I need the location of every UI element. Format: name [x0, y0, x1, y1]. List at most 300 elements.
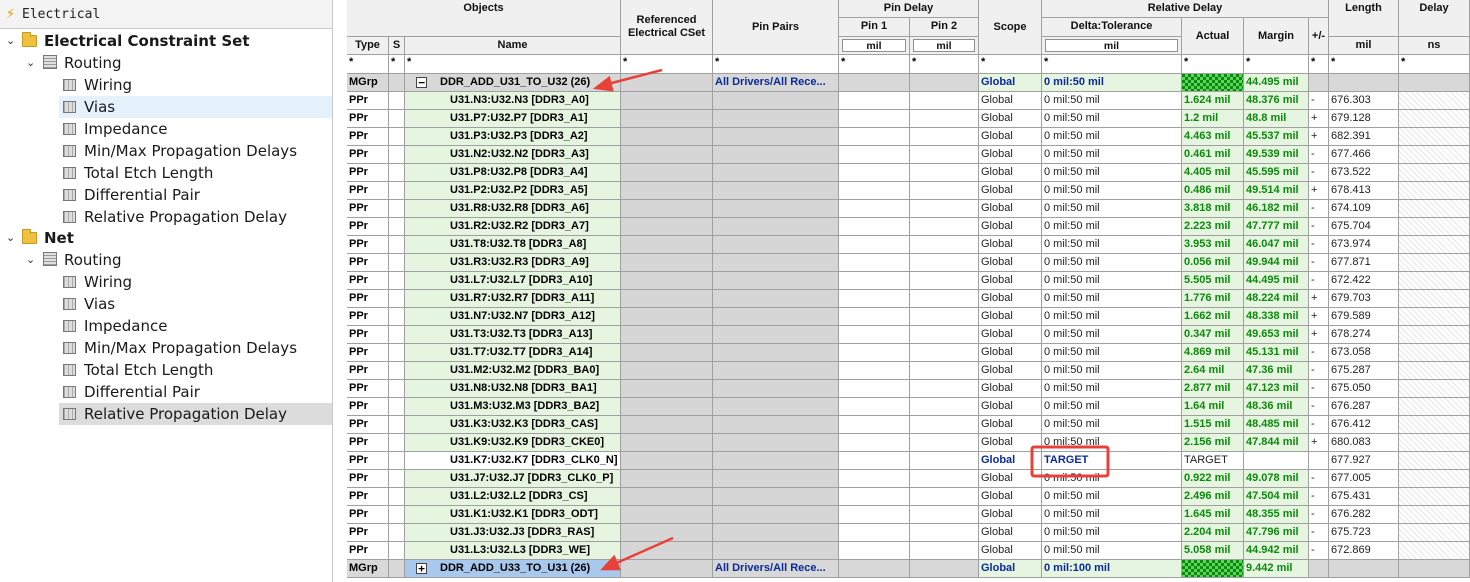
row-length: 673.974 — [1329, 236, 1399, 254]
row-scope[interactable]: Global — [979, 542, 1042, 560]
row-scope[interactable]: Global — [979, 92, 1042, 110]
row-pin2[interactable] — [910, 74, 979, 92]
row-pin2[interactable] — [910, 506, 979, 524]
row-scope[interactable]: Global — [979, 452, 1042, 470]
row-scope[interactable]: Global — [979, 308, 1042, 326]
row-scope[interactable]: Global — [979, 560, 1042, 578]
row-s — [389, 326, 405, 344]
row-ref-cset[interactable] — [621, 308, 713, 326]
row-scope[interactable]: Global — [979, 326, 1042, 344]
row-delta[interactable]: 0 mil:50 mil — [1042, 200, 1182, 218]
row-scope[interactable]: Global — [979, 398, 1042, 416]
row-delta[interactable]: 0 mil:50 mil — [1042, 236, 1182, 254]
row-delta[interactable]: 0 mil:50 mil — [1042, 398, 1182, 416]
row-actual: 1.624 mil — [1182, 92, 1244, 110]
row-delay — [1399, 470, 1470, 488]
row-pin1[interactable] — [839, 128, 910, 146]
row-ref-cset[interactable] — [621, 344, 713, 362]
referenced-cset-header[interactable]: Referenced Electrical CSet — [621, 0, 713, 55]
row-delta[interactable]: 0 mil:50 mil — [1042, 488, 1182, 506]
row-pin1[interactable] — [839, 344, 910, 362]
tree-item-vias[interactable] — [59, 96, 332, 118]
row-pin-pairs[interactable] — [713, 254, 839, 272]
row-delay — [1399, 398, 1470, 416]
pin-pair-name[interactable]: U31.L7:U32.L7 [DDR3_A10] — [405, 272, 621, 290]
row-pin2[interactable] — [910, 92, 979, 110]
row-actual-status — [1182, 560, 1244, 578]
row-pin1[interactable] — [839, 380, 910, 398]
pin-pair-name[interactable]: U31.R8:U32.R8 [DDR3_A6] — [405, 200, 621, 218]
row-type: PPr — [347, 416, 389, 434]
row-ref-cset[interactable] — [621, 560, 713, 578]
row-pin-pairs[interactable] — [713, 416, 839, 434]
pin-pair-name[interactable]: U31.R2:U32.R2 [DDR3_A7] — [405, 218, 621, 236]
pin-pair-name[interactable]: U31.J3:U32.J3 [DDR3_RAS] — [405, 524, 621, 542]
row-type: PPr — [347, 92, 389, 110]
row-delta[interactable]: 0 mil:50 mil — [1042, 326, 1182, 344]
row-pin1[interactable] — [839, 74, 910, 92]
filter-cell[interactable]: * — [1244, 55, 1309, 74]
row-delay — [1399, 452, 1470, 470]
row-pin-pairs[interactable] — [713, 146, 839, 164]
row-type: PPr — [347, 506, 389, 524]
row-ref-cset[interactable] — [621, 326, 713, 344]
row-pin1[interactable] — [839, 146, 910, 164]
row-delta[interactable]: 0 mil:50 mil — [1042, 128, 1182, 146]
row-pm: - — [1309, 200, 1329, 218]
row-delta[interactable]: 0 mil:50 mil — [1042, 434, 1182, 452]
pin-pair-name[interactable]: U31.L3:U32.L3 [DDR3_WE] — [405, 542, 621, 560]
row-scope[interactable]: Global — [979, 362, 1042, 380]
row-delta[interactable]: 0 mil:50 mil — [1042, 308, 1182, 326]
row-ref-cset[interactable] — [621, 200, 713, 218]
row-ref-cset[interactable] — [621, 254, 713, 272]
pin-pairs-header[interactable]: Pin Pairs — [713, 0, 839, 55]
row-pin-pairs[interactable] — [713, 380, 839, 398]
pin-delay-header[interactable]: Pin Delay — [839, 0, 979, 18]
row-scope[interactable]: Global — [979, 236, 1042, 254]
row-pin-pairs[interactable] — [713, 344, 839, 362]
filter-cell[interactable]: * — [347, 55, 389, 74]
pin-pair-name[interactable]: U31.M3:U32.M3 [DDR3_BA2] — [405, 398, 621, 416]
row-ref-cset[interactable] — [621, 110, 713, 128]
row-delay — [1399, 542, 1470, 560]
row-pin-pairs[interactable]: All Drivers/All Rece... — [713, 560, 839, 578]
row-delta[interactable]: 0 mil:50 mil — [1042, 416, 1182, 434]
row-delta[interactable]: 0 mil:50 mil — [1042, 74, 1182, 92]
row-pin2[interactable] — [910, 182, 979, 200]
row-type: PPr — [347, 254, 389, 272]
row-delay — [1399, 128, 1470, 146]
row-delta[interactable]: 0 mil:50 mil — [1042, 272, 1182, 290]
row-scope[interactable]: Global — [979, 434, 1042, 452]
tree-item-min-max-propagation-delays[interactable] — [59, 337, 332, 359]
row-pin-pairs[interactable] — [713, 542, 839, 560]
filter-cell[interactable]: * — [713, 55, 839, 74]
row-scope[interactable]: Global — [979, 218, 1042, 236]
pin-pair-name[interactable]: U31.N3:U32.N3 [DDR3_A0] — [405, 92, 621, 110]
delay-header[interactable]: Delay — [1399, 0, 1470, 37]
row-delta[interactable]: 0 mil:100 mil — [1042, 560, 1182, 578]
row-actual: 1.662 mil — [1182, 308, 1244, 326]
row-pin1[interactable] — [839, 200, 910, 218]
tree-item-routing[interactable] — [0, 52, 332, 74]
row-pin-pairs[interactable] — [713, 92, 839, 110]
pin-pair-name[interactable]: U31.P3:U32.P3 [DDR3_A2] — [405, 128, 621, 146]
row-pm: + — [1309, 326, 1329, 344]
row-pin-pairs[interactable] — [713, 488, 839, 506]
row-length: 676.412 — [1329, 416, 1399, 434]
row-actual: 0.056 mil — [1182, 254, 1244, 272]
row-pm: - — [1309, 398, 1329, 416]
row-delta[interactable]: TARGET — [1042, 452, 1182, 470]
row-pin2[interactable] — [910, 254, 979, 272]
filter-cell[interactable]: * — [979, 55, 1042, 74]
row-type: PPr — [347, 488, 389, 506]
row-pin2[interactable] — [910, 200, 979, 218]
chevron-down-icon[interactable]: ⌄ — [26, 56, 36, 69]
row-scope[interactable]: Global — [979, 290, 1042, 308]
row-pin2[interactable] — [910, 146, 979, 164]
pin-pair-name[interactable]: U31.P8:U32.P8 [DDR3_A4] — [405, 164, 621, 182]
row-scope[interactable]: Global — [979, 164, 1042, 182]
row-ref-cset[interactable] — [621, 380, 713, 398]
row-delta[interactable]: 0 mil:50 mil — [1042, 380, 1182, 398]
row-pin1[interactable] — [839, 236, 910, 254]
row-type: PPr — [347, 380, 389, 398]
pin-pair-name[interactable]: U31.J7:U32.J7 [DDR3_CLK0_P] — [405, 470, 621, 488]
row-scope[interactable]: Global — [979, 254, 1042, 272]
row-pin2[interactable] — [910, 470, 979, 488]
tree-item-impedance[interactable] — [59, 118, 332, 140]
row-scope[interactable]: Global — [979, 380, 1042, 398]
row-delta[interactable]: 0 mil:50 mil — [1042, 506, 1182, 524]
row-pin-pairs[interactable] — [713, 200, 839, 218]
margin-header[interactable]: Margin — [1244, 18, 1309, 55]
row-pin1[interactable] — [839, 254, 910, 272]
row-scope[interactable]: Global — [979, 182, 1042, 200]
row-type: PPr — [347, 524, 389, 542]
pin-pair-name[interactable]: U31.K7:U32.K7 [DDR3_CLK0_N] — [405, 452, 621, 470]
row-ref-cset[interactable] — [621, 434, 713, 452]
pin-pair-name[interactable]: U31.N7:U32.N7 [DDR3_A12] — [405, 308, 621, 326]
row-pin-pairs[interactable] — [713, 236, 839, 254]
row-pm: + — [1309, 110, 1329, 128]
row-s — [389, 200, 405, 218]
row-ref-cset[interactable] — [621, 416, 713, 434]
filter-cell[interactable]: * — [621, 55, 713, 74]
row-ref-cset[interactable] — [621, 182, 713, 200]
worksheet-icon — [63, 101, 76, 113]
pin1-header[interactable]: Pin 1 — [839, 18, 910, 37]
row-pin1[interactable] — [839, 164, 910, 182]
row-length: 675.723 — [1329, 524, 1399, 542]
row-scope[interactable]: Global — [979, 146, 1042, 164]
filter-cell[interactable]: * — [1329, 55, 1399, 74]
row-scope[interactable]: Global — [979, 200, 1042, 218]
row-ref-cset[interactable] — [621, 524, 713, 542]
row-ref-cset[interactable] — [621, 272, 713, 290]
row-pm: - — [1309, 344, 1329, 362]
row-delta[interactable]: 0 mil:50 mil — [1042, 254, 1182, 272]
filter-cell[interactable]: * — [1042, 55, 1182, 74]
pin-pair-name[interactable]: U31.P2:U32.P2 [DDR3_A5] — [405, 182, 621, 200]
row-pin-pairs[interactable] — [713, 308, 839, 326]
pin-pair-name[interactable]: U31.N8:U32.N8 [DDR3_BA1] — [405, 380, 621, 398]
row-delta[interactable]: 0 mil:50 mil — [1042, 146, 1182, 164]
row-pin-pairs[interactable] — [713, 272, 839, 290]
row-pin2[interactable] — [910, 236, 979, 254]
tree-item-relative-propagation-delay[interactable] — [59, 403, 332, 425]
row-ref-cset[interactable] — [621, 398, 713, 416]
row-delta[interactable]: 0 mil:50 mil — [1042, 182, 1182, 200]
expand-icon[interactable]: + — [416, 563, 427, 574]
pin-pair-name[interactable]: U31.L2:U32.L2 [DDR3_CS] — [405, 488, 621, 506]
row-pin2[interactable] — [910, 398, 979, 416]
row-pin-pairs[interactable] — [713, 290, 839, 308]
row-ref-cset[interactable] — [621, 506, 713, 524]
row-pin2[interactable] — [910, 524, 979, 542]
row-pin1[interactable] — [839, 326, 910, 344]
row-pin-pairs[interactable] — [713, 362, 839, 380]
row-pin2[interactable] — [910, 308, 979, 326]
pin-pair-name[interactable]: U31.T8:U32.T8 [DDR3_A8] — [405, 236, 621, 254]
tree-item-total-etch-length[interactable] — [59, 162, 332, 184]
row-pin1[interactable] — [839, 434, 910, 452]
row-ref-cset[interactable] — [621, 128, 713, 146]
pin-pair-name[interactable]: U31.K1:U32.K1 [DDR3_ODT] — [405, 506, 621, 524]
tree-item-min-max-propagation-delays[interactable] — [59, 140, 332, 162]
row-pin2[interactable] — [910, 110, 979, 128]
collapse-icon[interactable]: − — [416, 77, 427, 88]
row-pin-pairs[interactable] — [713, 218, 839, 236]
panel-title-bar — [0, 0, 332, 29]
row-pin1[interactable] — [839, 470, 910, 488]
row-ref-cset[interactable] — [621, 488, 713, 506]
s-header[interactable]: S — [389, 37, 405, 55]
chevron-down-icon[interactable]: ⌄ — [6, 34, 16, 47]
row-pin-pairs[interactable] — [713, 434, 839, 452]
row-ref-cset[interactable] — [621, 290, 713, 308]
group-name[interactable] — [405, 74, 621, 92]
row-delta[interactable]: 0 mil:50 mil — [1042, 110, 1182, 128]
tree-item-relative-propagation-delay[interactable] — [59, 206, 332, 228]
row-scope[interactable]: Global — [979, 128, 1042, 146]
row-pin2[interactable] — [910, 326, 979, 344]
row-ref-cset[interactable] — [621, 470, 713, 488]
row-pin2[interactable] — [910, 218, 979, 236]
row-pin1[interactable] — [839, 308, 910, 326]
row-pin2[interactable] — [910, 362, 979, 380]
row-pin-pairs[interactable] — [713, 326, 839, 344]
filter-cell[interactable]: * — [910, 55, 979, 74]
row-delta[interactable]: 0 mil:50 mil — [1042, 290, 1182, 308]
row-pin2[interactable] — [910, 290, 979, 308]
row-pin2[interactable] — [910, 164, 979, 182]
tree-item-wiring[interactable] — [59, 74, 332, 96]
row-actual: 2.156 mil — [1182, 434, 1244, 452]
row-s — [389, 236, 405, 254]
row-delta[interactable]: 0 mil:50 mil — [1042, 524, 1182, 542]
row-length: 677.927 — [1329, 452, 1399, 470]
row-scope[interactable]: Global — [979, 488, 1042, 506]
pin-pair-name[interactable]: U31.T7:U32.T7 [DDR3_A14] — [405, 344, 621, 362]
row-pin1[interactable] — [839, 506, 910, 524]
row-pin2[interactable] — [910, 488, 979, 506]
objects-header[interactable]: Objects — [347, 0, 621, 37]
row-pm — [1309, 74, 1329, 92]
row-pin2[interactable] — [910, 434, 979, 452]
row-pin1[interactable] — [839, 452, 910, 470]
row-pin1[interactable] — [839, 362, 910, 380]
row-ref-cset[interactable] — [621, 452, 713, 470]
filter-cell[interactable]: * — [839, 55, 910, 74]
scope-header[interactable]: Scope — [979, 0, 1042, 55]
row-delta[interactable]: 0 mil:50 mil — [1042, 92, 1182, 110]
row-pin1[interactable] — [839, 218, 910, 236]
row-pm: - — [1309, 164, 1329, 182]
row-delta[interactable]: 0 mil:50 mil — [1042, 362, 1182, 380]
plus-minus-header[interactable]: +/- — [1309, 18, 1329, 55]
row-pin-pairs[interactable] — [713, 452, 839, 470]
tree-item-impedance[interactable] — [59, 315, 332, 337]
row-pin2[interactable] — [910, 380, 979, 398]
row-margin: 44.495 mil — [1244, 272, 1309, 290]
row-margin: 47.777 mil — [1244, 218, 1309, 236]
tree-item-net[interactable] — [0, 227, 332, 249]
pin-pair-name[interactable]: U31.K3:U32.K3 [DDR3_CAS] — [405, 416, 621, 434]
filter-cell[interactable]: * — [405, 55, 621, 74]
row-pin2[interactable] — [910, 272, 979, 290]
row-pin2[interactable] — [910, 542, 979, 560]
row-ref-cset[interactable] — [621, 164, 713, 182]
row-type: PPr — [347, 110, 389, 128]
pin-pair-name[interactable]: U31.K9:U32.K9 [DDR3_CKE0] — [405, 434, 621, 452]
row-pin1[interactable] — [839, 92, 910, 110]
actual-header[interactable]: Actual — [1182, 18, 1244, 55]
tree-item-differential-pair[interactable] — [59, 381, 332, 403]
pin-pair-name[interactable]: U31.T3:U32.T3 [DDR3_A13] — [405, 326, 621, 344]
row-type: PPr — [347, 362, 389, 380]
pin-pair-name[interactable]: U31.N2:U32.N2 [DDR3_A3] — [405, 146, 621, 164]
filter-cell[interactable]: * — [1309, 55, 1329, 74]
name-header[interactable]: Name — [405, 37, 621, 55]
row-scope[interactable]: Global — [979, 416, 1042, 434]
row-delta[interactable]: 0 mil:50 mil — [1042, 344, 1182, 362]
row-delta[interactable]: 0 mil:50 mil — [1042, 470, 1182, 488]
row-pin-pairs[interactable] — [713, 110, 839, 128]
tree-item-routing[interactable] — [0, 249, 332, 271]
row-pin1[interactable] — [839, 542, 910, 560]
row-type: PPr — [347, 308, 389, 326]
row-pin-pairs[interactable] — [713, 398, 839, 416]
row-scope[interactable]: Global — [979, 272, 1042, 290]
tree-item-vias[interactable] — [59, 293, 332, 315]
filter-cell[interactable]: * — [1182, 55, 1244, 74]
row-pin2[interactable] — [910, 416, 979, 434]
row-pin2[interactable] — [910, 128, 979, 146]
tree-item-label: Wiring — [84, 76, 133, 94]
pin-pair-name[interactable]: U31.R3:U32.R3 [DDR3_A9] — [405, 254, 621, 272]
row-ref-cset[interactable] — [621, 542, 713, 560]
delta-tolerance-header[interactable]: Delta:Tolerance — [1042, 18, 1182, 37]
row-ref-cset[interactable] — [621, 146, 713, 164]
row-ref-cset[interactable] — [621, 218, 713, 236]
row-pin1[interactable] — [839, 398, 910, 416]
filter-cell[interactable]: * — [1399, 55, 1470, 74]
row-scope[interactable]: Global — [979, 344, 1042, 362]
row-scope[interactable]: Global — [979, 524, 1042, 542]
row-delta[interactable]: 0 mil:50 mil — [1042, 164, 1182, 182]
row-pin-pairs[interactable] — [713, 524, 839, 542]
row-pin2[interactable] — [910, 560, 979, 578]
row-ref-cset[interactable] — [621, 362, 713, 380]
row-ref-cset[interactable] — [621, 236, 713, 254]
row-pin1[interactable] — [839, 488, 910, 506]
row-pin2[interactable] — [910, 344, 979, 362]
group-name[interactable] — [405, 560, 621, 578]
row-delta[interactable]: 0 mil:50 mil — [1042, 218, 1182, 236]
chevron-down-icon[interactable]: ⌄ — [6, 231, 16, 244]
pin-pair-name[interactable]: U31.R7:U32.R7 [DDR3_A11] — [405, 290, 621, 308]
row-length: 677.871 — [1329, 254, 1399, 272]
relative-delay-header[interactable]: Relative Delay — [1042, 0, 1329, 18]
row-scope[interactable]: Global — [979, 470, 1042, 488]
row-pin-pairs[interactable] — [713, 128, 839, 146]
worksheet-group-icon — [43, 55, 57, 69]
row-delta[interactable]: 0 mil:50 mil — [1042, 542, 1182, 560]
row-scope[interactable]: Global — [979, 506, 1042, 524]
filter-cell[interactable]: * — [389, 55, 405, 74]
row-pin1[interactable] — [839, 524, 910, 542]
row-ref-cset[interactable] — [621, 74, 713, 92]
row-type: PPr — [347, 344, 389, 362]
row-pin-pairs[interactable] — [713, 506, 839, 524]
row-pin2[interactable] — [910, 452, 979, 470]
row-actual: 3.818 mil — [1182, 200, 1244, 218]
chevron-down-icon[interactable]: ⌄ — [26, 253, 36, 266]
row-delay — [1399, 218, 1470, 236]
pin2-header[interactable]: Pin 2 — [910, 18, 979, 37]
row-scope[interactable]: Global — [979, 74, 1042, 92]
row-ref-cset[interactable] — [621, 92, 713, 110]
tree-item-differential-pair[interactable] — [59, 184, 332, 206]
row-pin1[interactable] — [839, 182, 910, 200]
row-pin-pairs[interactable] — [713, 164, 839, 182]
row-pin1[interactable] — [839, 416, 910, 434]
tree-item-wiring[interactable] — [59, 271, 332, 293]
tree-item-total-etch-length[interactable] — [59, 359, 332, 381]
row-pin-pairs[interactable] — [713, 182, 839, 200]
row-length: 675.704 — [1329, 218, 1399, 236]
row-pin1[interactable] — [839, 560, 910, 578]
row-pin-pairs[interactable]: All Drivers/All Rece... — [713, 74, 839, 92]
row-pin1[interactable] — [839, 110, 910, 128]
pane-splitter[interactable] — [333, 0, 347, 582]
type-header[interactable]: Type — [347, 37, 389, 55]
pin-pair-name[interactable]: U31.M2:U32.M2 [DDR3_BA0] — [405, 362, 621, 380]
row-margin: 48.36 mil — [1244, 398, 1309, 416]
row-s — [389, 164, 405, 182]
row-pin1[interactable] — [839, 290, 910, 308]
row-scope[interactable]: Global — [979, 110, 1042, 128]
pin-pair-name[interactable]: U31.P7:U32.P7 [DDR3_A1] — [405, 110, 621, 128]
tree-item-electrical-constraint-set[interactable] — [0, 30, 332, 52]
row-pin1[interactable] — [839, 272, 910, 290]
length-header[interactable]: Length — [1329, 0, 1399, 37]
row-pin-pairs[interactable] — [713, 470, 839, 488]
row-length: 676.303 — [1329, 92, 1399, 110]
